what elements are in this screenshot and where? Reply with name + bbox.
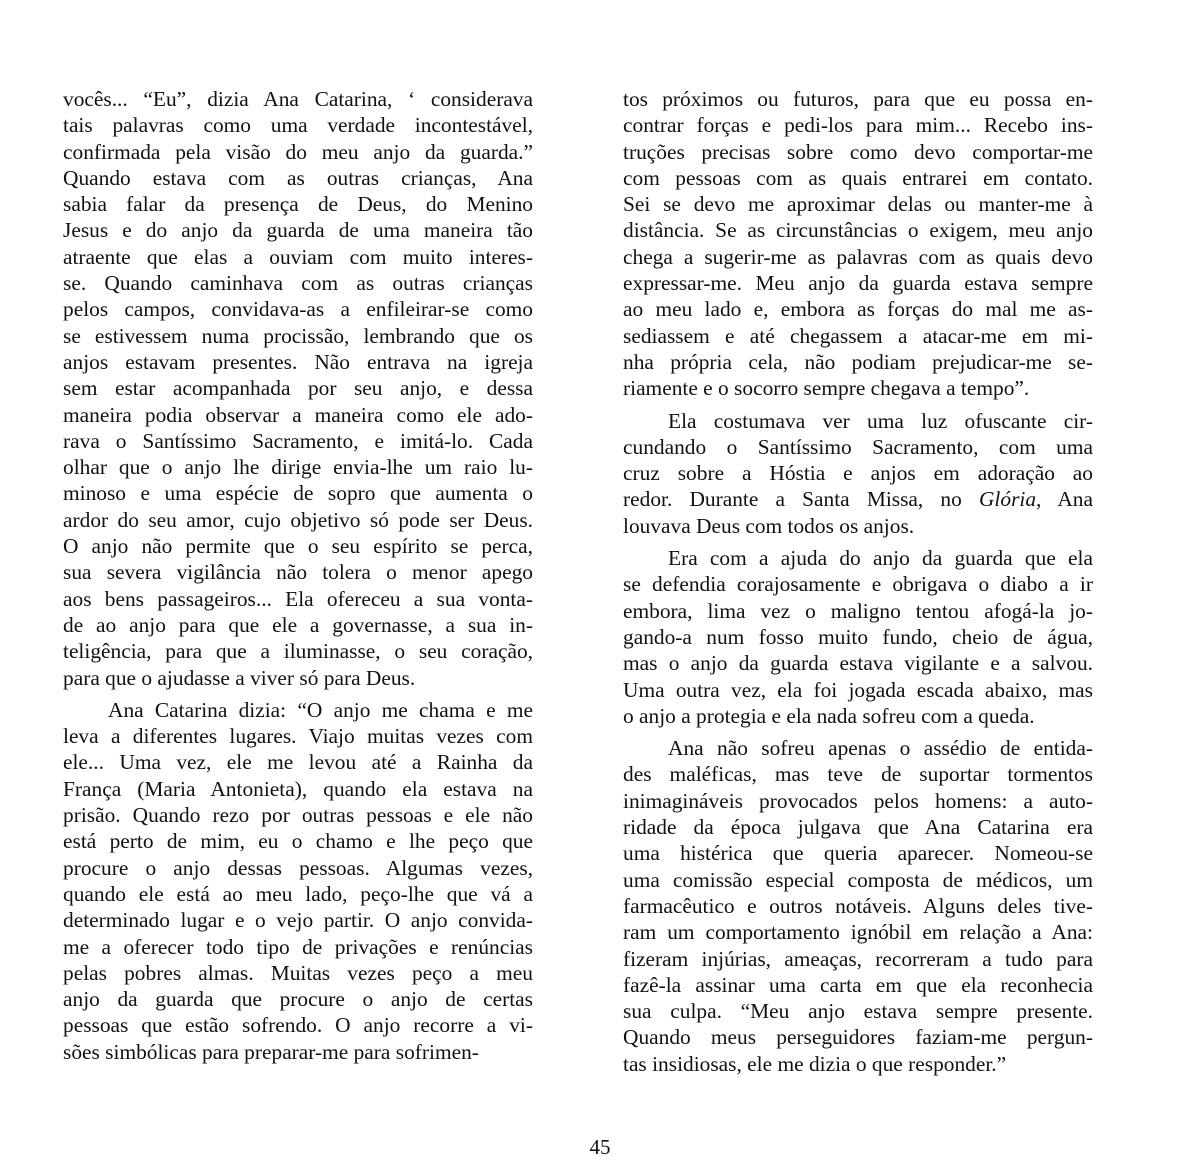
text-line: Ana Catarina dizia: “O anjo me chama e me <box>108 697 533 722</box>
text-line: sua culpa. “Meu anjo estava sempre presente. <box>623 999 1093 1024</box>
text-line: com pessoas com as quais entrarei em contato. <box>623 165 1093 190</box>
text-line: atraente que elas a ouviam com muito interes- <box>63 244 533 269</box>
text-line: farmacêutico e outros notáveis. Alguns deles tive- <box>623 893 1093 918</box>
text-line: se estivessem numa procissão, lembrando que os <box>63 323 533 348</box>
text-line: ridade da época julgava que Ana Catarina era <box>623 815 1093 840</box>
text-line: Quando estava com as outras crianças, Ana <box>63 165 533 190</box>
text-line: Sei se devo me aproximar delas ou manter-me à <box>623 192 1093 217</box>
text-line: rava o Santíssimo Sacramento, e imitá-lo. Cada <box>63 428 533 453</box>
text-line: está perto de mim, eu o chamo e lhe peço que <box>63 829 533 854</box>
text-line: sediassem e até chegassem a atacar-me em mi- <box>623 323 1093 348</box>
text-line: teligência, para que a iluminasse, o seu coração, <box>63 639 533 664</box>
text-line: prisão. Quando rezo por outras pessoas e ele não <box>63 803 533 828</box>
text-line: para que o ajudasse a viver só para Deus. <box>63 665 416 690</box>
text-line: pessoas que estão sofrendo. O anjo recorre a vi- <box>63 1013 533 1038</box>
text-line: o anjo a protegia e ela nada sofreu com a queda. <box>623 703 1035 728</box>
text-line: Quando meus perseguidores faziam-me pergun- <box>623 1025 1093 1050</box>
text-line: contrar forças e pedi-los para mim... Recebo ins- <box>623 113 1093 138</box>
text-line: determinado lugar e o vejo partir. O anjo convida- <box>63 908 533 933</box>
text-line: tais palavras como uma verdade incontestável, <box>63 113 533 138</box>
text-line: tos próximos ou futuros, para que eu possa en- <box>623 87 1093 111</box>
paragraph <box>623 545 1093 729</box>
text-line: minoso e uma espécie de sopro que aumenta o <box>63 481 533 506</box>
text-line: pelos campos, convidava-as a enfileirar-se como <box>63 297 533 322</box>
text-line: sua severa vigilância não tolera o menor apego <box>63 560 533 585</box>
text-line: uma comissão especial composta de médicos, um <box>623 867 1093 892</box>
paragraph <box>623 408 1093 539</box>
text-line: sabia falar da presença de Deus, do Menino <box>63 192 533 217</box>
text-line: tas insidiosas, ele me dizia o que responder.” <box>623 1051 1007 1076</box>
text-line: Ela costumava ver uma luz ofuscante cir- <box>668 408 1093 433</box>
paragraph <box>63 86 533 691</box>
text-line: olhar que o anjo lhe dirige envia-lhe um raio lu- <box>63 455 533 480</box>
text-line: gando-a num fosso muito fundo, cheio de água, <box>623 624 1093 649</box>
text-line: cruz sobre a Hóstia e anjos em adoração ao <box>623 461 1093 486</box>
text-line: riamente e o socorro sempre chegava a tempo”. <box>623 376 1030 401</box>
paragraph <box>63 697 533 1065</box>
text-line: embora, lima vez o maligno tentou afogá-la jo- <box>623 598 1093 623</box>
text-line: Era com a ajuda do anjo da guarda que ela <box>668 546 1093 571</box>
text-line: me a oferecer todo tipo de privações e renúncias <box>63 934 533 959</box>
text-line: redor. Durante a Santa Missa, no Glória, Ana <box>623 487 1094 512</box>
text-line: maneira podia observar a maneira como ele ado- <box>63 402 533 427</box>
text-line: procure o anjo dessas pessoas. Algumas vezes, <box>63 855 533 880</box>
right-column <box>623 86 1093 1077</box>
text-line: de ao anjo para que ele a governasse, a sua in- <box>63 612 533 637</box>
text-line: confirmada pela visão do meu anjo da guarda.” <box>63 139 533 164</box>
left-column <box>63 86 533 1065</box>
text-line: anjos estavam presentes. Não entrava na igreja <box>63 349 533 374</box>
text-line: cundando o Santíssimo Sacramento, com uma <box>623 434 1093 459</box>
text-line: mas o anjo da guarda estava vigilante e a salvou. <box>623 651 1093 676</box>
text-line: sões simbólicas para preparar-me para sofrimen- <box>63 1039 479 1064</box>
text-line: uma histérica que queria aparecer. Nomeou-se <box>623 841 1093 866</box>
text-line: ele... Uma vez, ele me levou até a Rainha da <box>63 750 533 775</box>
paragraph <box>623 735 1093 1077</box>
text-line: fizeram injúrias, ameaças, recorreram a tudo para <box>623 946 1093 971</box>
text-line: anjo da guarda que procure o anjo de certas <box>63 987 533 1012</box>
text-line: inimagináveis provocados pelos homens: a auto- <box>623 788 1093 813</box>
text-line: chega a sugerir-me as palavras com as quais devo <box>623 244 1093 269</box>
text-line: distância. Se as circunstâncias o exigem, meu anjo <box>623 218 1093 243</box>
text-line: se defendia corajosamente e obrigava o diabo a ir <box>623 572 1093 597</box>
text-line: Uma outra vez, ela foi jogada escada abaixo, mas <box>623 677 1093 702</box>
text-line: sem estar acompanhada por seu anjo, e dessa <box>63 376 533 401</box>
text-line: louvava Deus com todos os anjos. <box>623 513 915 538</box>
text-line: Jesus e do anjo da guarda de uma maneira tão <box>63 218 533 243</box>
text-line: ardor do seu amor, cujo objetivo só pode ser Deus. <box>63 507 533 532</box>
page-number: 45 <box>589 1135 611 1159</box>
text-line: nha própria cela, não podiam prejudicar-me se- <box>623 349 1093 374</box>
text-line: vocês... “Eu”, dizia Ana Catarina, ‘ considerava <box>63 87 533 111</box>
text-line: expressar-me. Meu anjo da guarda estava sempre <box>623 271 1093 296</box>
text-line: ao meu lado e, embora as forças do mal me as- <box>623 297 1093 322</box>
text-line: França (Maria Antonieta), quando ela estava na <box>63 776 533 801</box>
paragraph <box>623 86 1093 402</box>
text-line: quando ele está ao meu lado, peço-lhe que vá a <box>63 881 533 906</box>
text-line: Ana não sofreu apenas o assédio de entida- <box>668 736 1093 761</box>
text-line: fazê-la assinar uma carta em que ela reconhecia <box>623 972 1093 997</box>
text-line: pelas pobres almas. Muitas vezes peço a meu <box>63 960 533 985</box>
text-line: se. Quando caminhava com as outras crianças <box>63 271 533 296</box>
text-line: des maléficas, mas teve de suportar tormentos <box>623 762 1093 787</box>
text-line: leva a diferentes lugares. Viajo muitas vezes com <box>63 724 533 749</box>
text-line: ram um comportamento ignóbil em relação a Ana: <box>623 920 1093 945</box>
text-line: O anjo não permite que o seu espírito se perca, <box>63 534 533 559</box>
text-line: aos bens passageiros... Ela ofereceu a sua vonta- <box>63 586 533 611</box>
text-line: truções precisas sobre como devo comportar-me <box>623 139 1093 164</box>
